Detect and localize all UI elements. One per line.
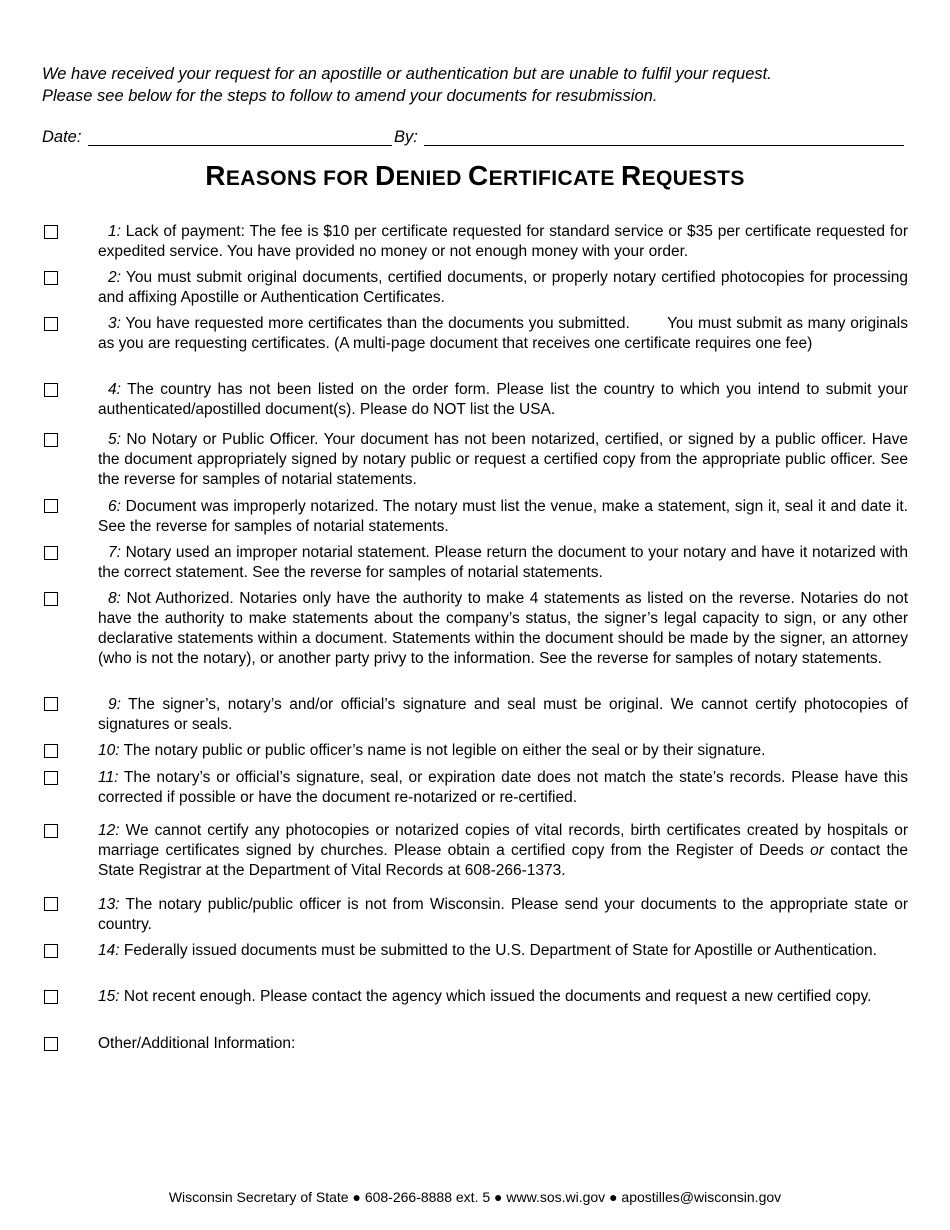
reason-number: 9: [108, 696, 121, 713]
reason-text: The notary’s or official’s signature, seal, or expiration date does not match the state’s records. Please have this corrected if possible or have the document re-notarized or re-certified. [98, 769, 908, 806]
reason-13 [98, 895, 908, 935]
by-label: By: [394, 128, 418, 146]
title-cap: C [468, 160, 489, 191]
reason-text: The signer’s, notary’s and/or official’s signature and seal must be original. We cannot certify photocopies of signatures or seals. [98, 696, 908, 733]
reason-9-checkbox[interactable] [44, 697, 58, 711]
reason-text: Not Authorized. Notaries only have the authority to make 4 statements as listed on the reverse. Notaries do not have the authority to make statements about the company’s status, the signer’s legal capacity to sign, or any other declarative statements within a document. Statements within the document should be made by the signer, an attorney (who is not the notary), or another party privy to the information. See the reverse for samples of notary statements. [98, 590, 909, 667]
intro-text [42, 63, 922, 107]
reason-12-checkbox[interactable] [44, 824, 58, 838]
intro-line-1: We have received your request for an apostille or authentication but are unable to fulfil your request. [42, 65, 772, 83]
other-checkbox[interactable] [44, 1037, 58, 1051]
reason-6-checkbox[interactable] [44, 499, 58, 513]
reason-text: You must submit original documents, certified documents, or properly notary certified photocopies for processing and affixing Apostille or Authentication Certificates. [98, 269, 908, 306]
reason-text: Federally issued documents must be submitted to the U.S. Department of State for Apostille or Authentication. [123, 942, 877, 959]
title-rest: EASONS FOR [225, 167, 375, 190]
title-cap: R [205, 160, 226, 191]
title-rest: ERTIFICATE [488, 167, 621, 190]
reason-text: The country has not been listed on the order form. Please list the country to which you intend to submit your authenticated/apostilled document(s). Please do NOT list the USA. [98, 381, 908, 418]
reason-text: No Notary or Public Officer. Your document has not been notarized, certified, or signed by a public officer. Have the document appropriately signed by notary public or request a certified copy from the appropriate public officer. See the reverse for samples of notarial statements. [98, 431, 908, 488]
reason-8-checkbox[interactable] [44, 592, 58, 606]
reason-10-checkbox[interactable] [44, 744, 58, 758]
reason-12 [98, 821, 908, 881]
reason-number: 13: [98, 896, 120, 913]
reason-11 [98, 768, 908, 808]
reason-3-checkbox[interactable] [44, 317, 58, 331]
reason-text-continued: contact the State Registrar at the Department of Vital Records at 608-266-1373. [98, 842, 908, 879]
reason-number: 10: [98, 742, 120, 759]
title-rest: ENIED [395, 167, 468, 190]
reason-15 [98, 987, 908, 1007]
reason-text: Lack of payment: The fee is $10 per certificate requested for standard service or $35 per certificate requested for expedited service. You have provided no money or not enough money with your order. [98, 223, 908, 260]
reason-13-checkbox[interactable] [44, 897, 58, 911]
reason-number: 6: [108, 498, 121, 515]
reason-text: The notary public or public officer’s name is not legible on either the seal or by their signature. [123, 742, 766, 759]
date-label: Date: [42, 128, 82, 146]
by-field-line[interactable] [424, 145, 904, 146]
intro-line-2: Please see below for the steps to follow to amend your documents for resubmission. [42, 87, 658, 105]
reason-number: 3: [108, 315, 121, 332]
reason-text: Document was improperly notarized. The notary must list the venue, make a statement, sign it, seal it and date it. See the reverse for samples of notarial statements. [98, 498, 908, 535]
reason-4-checkbox[interactable] [44, 383, 58, 397]
reason-9 [98, 695, 908, 735]
reason-number: 12: [98, 822, 120, 839]
reason-text: We cannot certify any photocopies or notarized copies of vital records, birth certificates created by hospitals or marriage certificates signed by churches. Please obtain a certified copy from the Register of Deeds [98, 822, 909, 859]
reason-6 [98, 497, 908, 537]
reason-text: Notary used an improper notarial statement. Please return the document to your notary and have it notarized with the correct statement. See the reverse for samples of notarial statements. [98, 544, 908, 581]
title-rest: EQUESTS [641, 167, 745, 190]
reason-2-checkbox[interactable] [44, 271, 58, 285]
reason-number: 5: [108, 431, 121, 448]
reason-number: 15: [98, 988, 120, 1005]
reason-number: 2: [108, 269, 121, 286]
reason-15-checkbox[interactable] [44, 990, 58, 1004]
reason-10 [98, 741, 908, 761]
reason-8 [98, 589, 908, 669]
date-by-line [42, 127, 904, 149]
reason-text: You have requested more certificates than the documents you submitted. You must submit as many originals as you are requesting certificates. (A multi-page document that receives one certificate requires one fee) [98, 315, 913, 352]
reason-text: Not recent enough. Please contact the agency which issued the documents and request a new certified copy. [123, 988, 872, 1005]
reason-number: 7: [108, 544, 121, 561]
page-title [0, 160, 950, 192]
reason-1-checkbox[interactable] [44, 225, 58, 239]
reason-14 [98, 941, 908, 961]
reason-5 [98, 430, 908, 490]
reason-text-italic: or [810, 842, 824, 859]
date-field-line[interactable] [88, 145, 392, 146]
reason-2 [98, 268, 908, 308]
reason-3 [98, 314, 913, 354]
reason-7 [98, 543, 908, 583]
title-cap: R [620, 160, 642, 191]
reason-number: 4: [108, 381, 121, 398]
reason-text: The notary public/public officer is not from Wisconsin. Please send your documents to the appropriate state or country. [98, 896, 908, 933]
title-cap: D [374, 160, 396, 191]
reason-7-checkbox[interactable] [44, 546, 58, 560]
reason-number: 8: [108, 590, 121, 607]
reason-number: 11: [98, 769, 119, 786]
reason-4 [98, 380, 908, 420]
other-additional-information-label: Other/Additional Information: [98, 1035, 296, 1052]
reason-number: 14: [98, 942, 120, 959]
reason-1 [98, 222, 908, 262]
footer-contact: Wisconsin Secretary of State ● 608-266-8888 ext. 5 ● www.sos.wi.gov ● apostilles@wisconsin.gov [168, 1189, 782, 1205]
reason-5-checkbox[interactable] [44, 433, 58, 447]
reason-number: 1: [108, 223, 121, 240]
reason-11-checkbox[interactable] [44, 771, 58, 785]
reason-14-checkbox[interactable] [44, 944, 58, 958]
